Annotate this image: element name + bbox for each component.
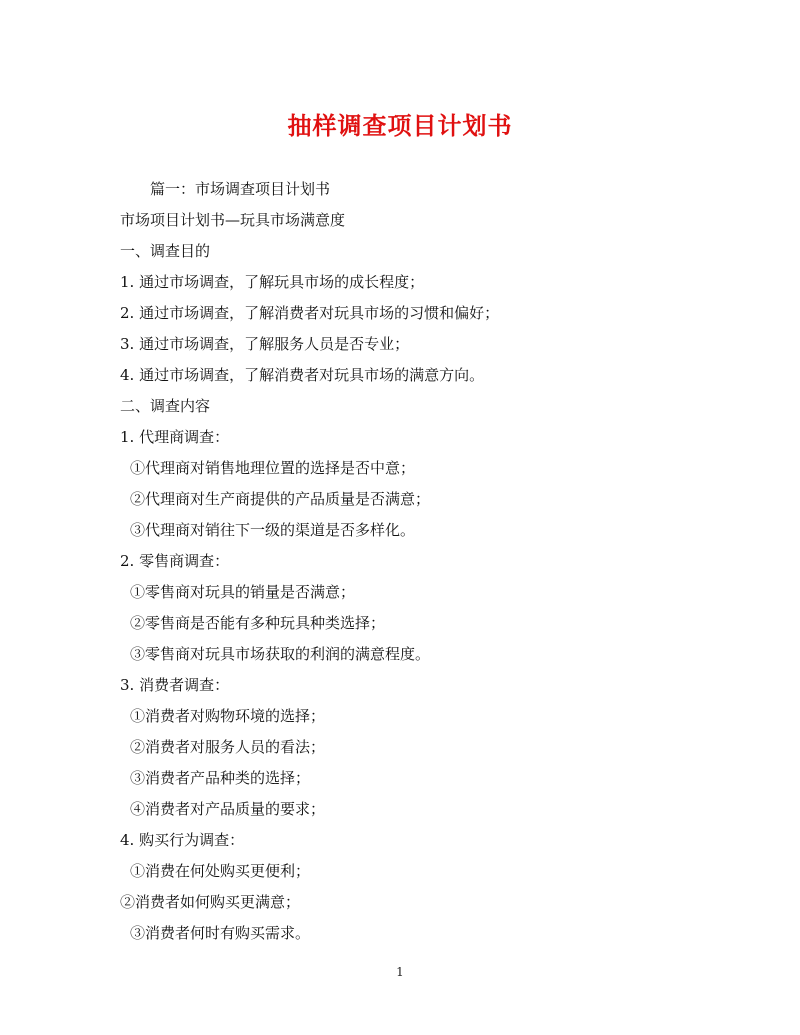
sub-list-item: ③消费者产品种类的选择； <box>130 769 311 787</box>
document-title: 抽样调查项目计划书 <box>287 111 513 140</box>
sub-list-item: ②零售商是否能有多种玩具种类选择； <box>130 614 386 632</box>
page-number: 1 <box>396 965 404 979</box>
section-heading: 二、调查内容 <box>120 397 211 415</box>
sub-list-item: ①零售商对玩具的销量是否满意； <box>130 583 356 601</box>
list-item: 1. 通过市场调查，了解玩具市场的成长程度； <box>120 273 425 291</box>
list-item: 1. 代理商调查： <box>120 428 230 446</box>
document-body <box>0 178 800 953</box>
text-line: 市场项目计划书—玩具市场满意度 <box>120 211 346 229</box>
sub-list-item: ④消费者对产品质量的要求； <box>130 800 326 818</box>
sub-list-item: ③零售商对玩具市场获取的利润的满意程度。 <box>130 645 431 663</box>
list-item: 2. 通过市场调查，了解消费者对玩具市场的习惯和偏好； <box>120 304 500 322</box>
sub-list-item: ②代理商对生产商提供的产品质量是否满意； <box>130 490 431 508</box>
sub-list-item: ③代理商对销往下一级的渠道是否多样化。 <box>130 521 416 539</box>
sub-list-item: ①消费在何处购买更便利； <box>130 862 311 880</box>
sub-list-item: ②消费者如何购买更满意； <box>120 893 301 911</box>
text-line: 篇一：市场调查项目计划书 <box>150 180 331 198</box>
sub-list-item: ②消费者对服务人员的看法； <box>130 738 326 756</box>
sub-list-item: ①消费者对购物环境的选择； <box>130 707 326 725</box>
sub-list-item: ③消费者何时有购买需求。 <box>130 924 311 942</box>
sub-list-item: ①代理商对销售地理位置的选择是否中意； <box>130 459 416 477</box>
list-item: 4. 通过市场调查，了解消费者对玩具市场的满意方向。 <box>120 366 485 384</box>
section-heading: 一、调查目的 <box>120 242 211 260</box>
list-item: 3. 消费者调查： <box>120 676 230 694</box>
list-item: 3. 通过市场调查，了解服务人员是否专业； <box>120 335 410 353</box>
list-item: 2. 零售商调查： <box>120 552 230 570</box>
list-item: 4. 购买行为调查： <box>120 831 245 849</box>
